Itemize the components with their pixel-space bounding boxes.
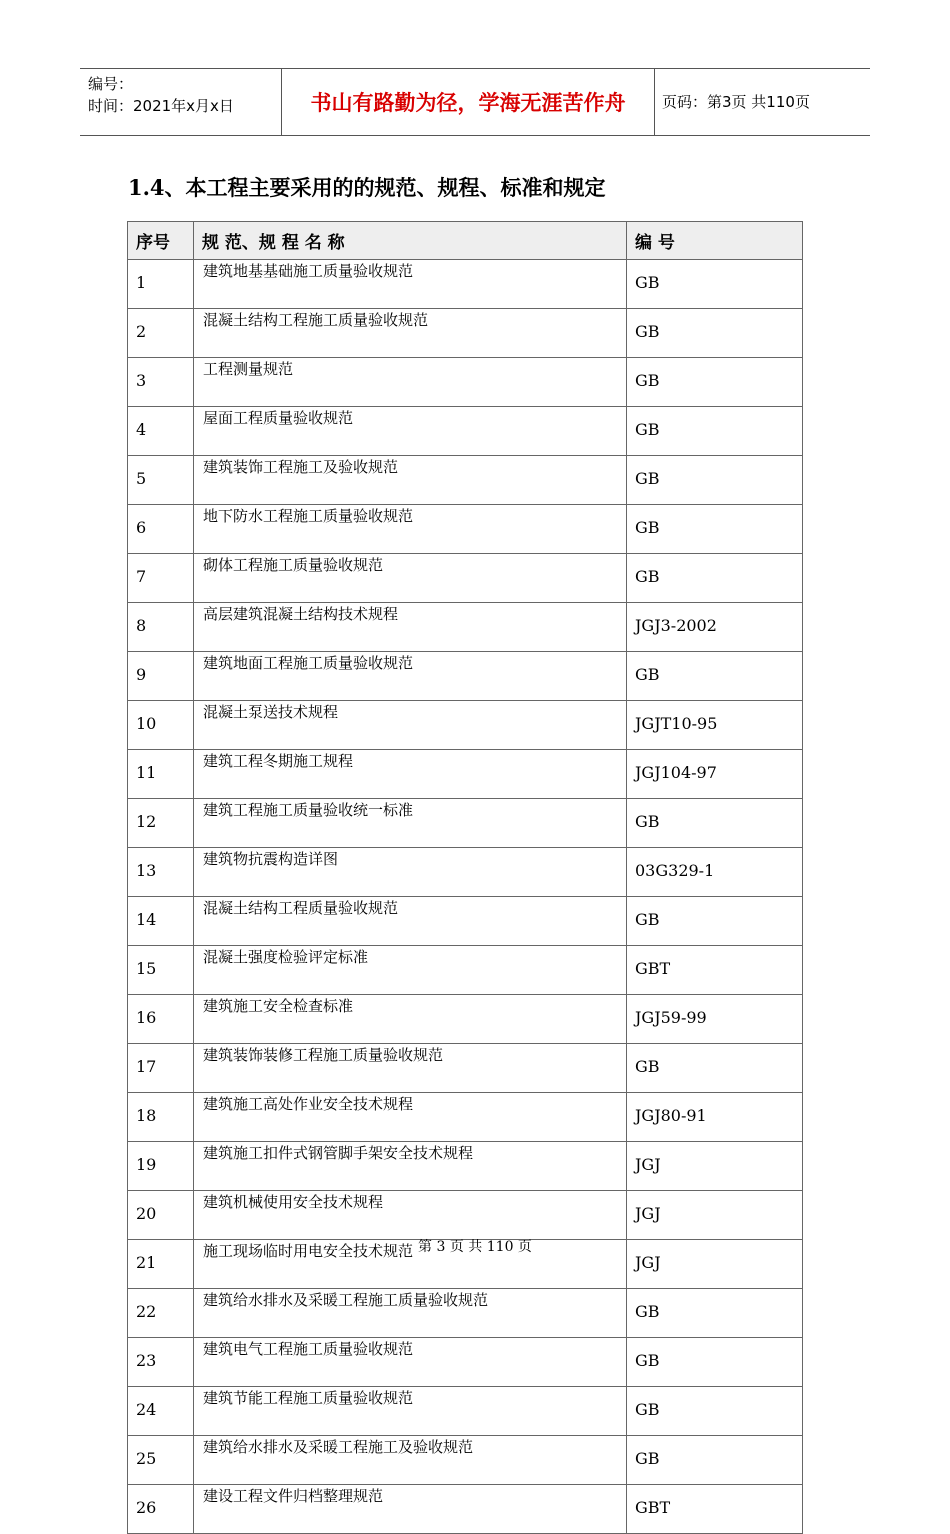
row-number: 8 bbox=[128, 603, 194, 652]
row-number: 6 bbox=[128, 505, 194, 554]
row-code: GB bbox=[627, 1044, 803, 1093]
row-code: JGJ bbox=[627, 1142, 803, 1191]
row-name: 建筑工程冬期施工规程 bbox=[194, 750, 627, 799]
row-name: 建筑地基基础施工质量验收规范 bbox=[194, 260, 627, 309]
row-number: 21 bbox=[128, 1240, 194, 1289]
table-row bbox=[128, 1289, 803, 1338]
header-meta bbox=[88, 73, 234, 117]
row-number: 22 bbox=[128, 1289, 194, 1338]
row-name: 建筑施工扣件式钢管脚手架安全技术规程 bbox=[194, 1142, 627, 1191]
table-row bbox=[128, 799, 803, 848]
row-name: 建筑电气工程施工质量验收规范 bbox=[194, 1338, 627, 1387]
row-code: GB bbox=[627, 309, 803, 358]
table-row bbox=[128, 358, 803, 407]
table-row bbox=[128, 1044, 803, 1093]
row-number: 20 bbox=[128, 1191, 194, 1240]
row-number: 10 bbox=[128, 701, 194, 750]
time-label: 时间：2021年x月x日 bbox=[88, 97, 234, 115]
row-number: 2 bbox=[128, 309, 194, 358]
row-number: 14 bbox=[128, 897, 194, 946]
row-number: 16 bbox=[128, 995, 194, 1044]
row-name: 建筑地面工程施工质量验收规范 bbox=[194, 652, 627, 701]
row-code: GBT bbox=[627, 1485, 803, 1534]
row-name: 地下防水工程施工质量验收规范 bbox=[194, 505, 627, 554]
row-name: 工程测量规范 bbox=[194, 358, 627, 407]
row-number: 13 bbox=[128, 848, 194, 897]
row-name: 建筑物抗震构造详图 bbox=[194, 848, 627, 897]
header-motto: 书山有路勤为径，学海无涯苦作舟 bbox=[281, 69, 655, 135]
row-code: GB bbox=[627, 358, 803, 407]
row-code: GB bbox=[627, 652, 803, 701]
row-code: JGJ59-99 bbox=[627, 995, 803, 1044]
table-row bbox=[128, 505, 803, 554]
row-code: JGJ3-2002 bbox=[627, 603, 803, 652]
section-title: 1.4、本工程主要采用的的规范、规程、标准和规定 bbox=[128, 175, 606, 200]
row-name: 施工现场临时用电安全技术规范 bbox=[194, 1240, 627, 1289]
table-row bbox=[128, 897, 803, 946]
row-number: 9 bbox=[128, 652, 194, 701]
row-name: 建筑节能工程施工质量验收规范 bbox=[194, 1387, 627, 1436]
table-row bbox=[128, 1436, 803, 1485]
table-row bbox=[128, 1191, 803, 1240]
row-name: 建筑给水排水及采暖工程施工质量验收规范 bbox=[194, 1289, 627, 1338]
table-row bbox=[128, 1142, 803, 1191]
table-row bbox=[128, 407, 803, 456]
row-number: 24 bbox=[128, 1387, 194, 1436]
row-number: 4 bbox=[128, 407, 194, 456]
standards-table bbox=[127, 221, 803, 1534]
row-code: JGJ bbox=[627, 1191, 803, 1240]
table-header-row bbox=[128, 222, 803, 260]
row-name: 建筑施工高处作业安全技术规程 bbox=[194, 1093, 627, 1142]
row-number: 11 bbox=[128, 750, 194, 799]
row-name: 建设工程文件归档整理规范 bbox=[194, 1485, 627, 1534]
row-name: 砌体工程施工质量验收规范 bbox=[194, 554, 627, 603]
row-name: 混凝土泵送技术规程 bbox=[194, 701, 627, 750]
row-name: 建筑机械使用安全技术规程 bbox=[194, 1191, 627, 1240]
row-code: JGJT10-95 bbox=[627, 701, 803, 750]
header-name: 规 范、规 程 名 称 bbox=[194, 222, 627, 260]
row-name: 建筑工程施工质量验收统一标准 bbox=[194, 799, 627, 848]
table-row bbox=[128, 1387, 803, 1436]
table-row bbox=[128, 456, 803, 505]
row-code: GB bbox=[627, 554, 803, 603]
row-number: 1 bbox=[128, 260, 194, 309]
row-code: GB bbox=[627, 407, 803, 456]
row-number: 15 bbox=[128, 946, 194, 995]
row-name: 屋面工程质量验收规范 bbox=[194, 407, 627, 456]
table-row bbox=[128, 995, 803, 1044]
row-code: GB bbox=[627, 1436, 803, 1485]
table-row bbox=[128, 652, 803, 701]
table-row bbox=[128, 554, 803, 603]
row-code: GB bbox=[627, 456, 803, 505]
table-row bbox=[128, 946, 803, 995]
row-number: 5 bbox=[128, 456, 194, 505]
table-row bbox=[128, 1338, 803, 1387]
row-code: 03G329-1 bbox=[627, 848, 803, 897]
table-row bbox=[128, 603, 803, 652]
row-number: 23 bbox=[128, 1338, 194, 1387]
table-row bbox=[128, 260, 803, 309]
header-page-info: 页码：第3页 共110页 bbox=[662, 93, 810, 111]
row-code: GB bbox=[627, 1289, 803, 1338]
row-code: GB bbox=[627, 799, 803, 848]
row-name: 混凝土强度检验评定标准 bbox=[194, 946, 627, 995]
row-code: JGJ80-91 bbox=[627, 1093, 803, 1142]
row-code: GB bbox=[627, 897, 803, 946]
row-code: GBT bbox=[627, 946, 803, 995]
row-number: 7 bbox=[128, 554, 194, 603]
row-number: 25 bbox=[128, 1436, 194, 1485]
header-no: 序号 bbox=[128, 222, 194, 260]
header-code: 编 号 bbox=[627, 222, 803, 260]
row-number: 17 bbox=[128, 1044, 194, 1093]
page-footer: 第 3 页 共 110 页 bbox=[418, 1239, 532, 1255]
table-row bbox=[128, 1485, 803, 1534]
row-number: 26 bbox=[128, 1485, 194, 1534]
table-row bbox=[128, 309, 803, 358]
row-code: GB bbox=[627, 1387, 803, 1436]
row-number: 3 bbox=[128, 358, 194, 407]
row-code: GB bbox=[627, 505, 803, 554]
row-code: GB bbox=[627, 260, 803, 309]
table-row bbox=[128, 1093, 803, 1142]
row-number: 18 bbox=[128, 1093, 194, 1142]
row-code: GB bbox=[627, 1338, 803, 1387]
table-row bbox=[128, 848, 803, 897]
serial-label: 编号： bbox=[88, 75, 134, 93]
table-row bbox=[128, 750, 803, 799]
page-header bbox=[80, 68, 870, 136]
row-name: 高层建筑混凝土结构技术规程 bbox=[194, 603, 627, 652]
row-number: 12 bbox=[128, 799, 194, 848]
row-number: 19 bbox=[128, 1142, 194, 1191]
row-code: JGJ bbox=[627, 1240, 803, 1289]
row-name: 建筑给水排水及采暖工程施工及验收规范 bbox=[194, 1436, 627, 1485]
row-name: 混凝土结构工程质量验收规范 bbox=[194, 897, 627, 946]
row-name: 建筑装饰装修工程施工质量验收规范 bbox=[194, 1044, 627, 1093]
row-name: 建筑施工安全检查标准 bbox=[194, 995, 627, 1044]
row-name: 混凝土结构工程施工质量验收规范 bbox=[194, 309, 627, 358]
row-code: JGJ104-97 bbox=[627, 750, 803, 799]
row-name: 建筑装饰工程施工及验收规范 bbox=[194, 456, 627, 505]
table-row bbox=[128, 701, 803, 750]
